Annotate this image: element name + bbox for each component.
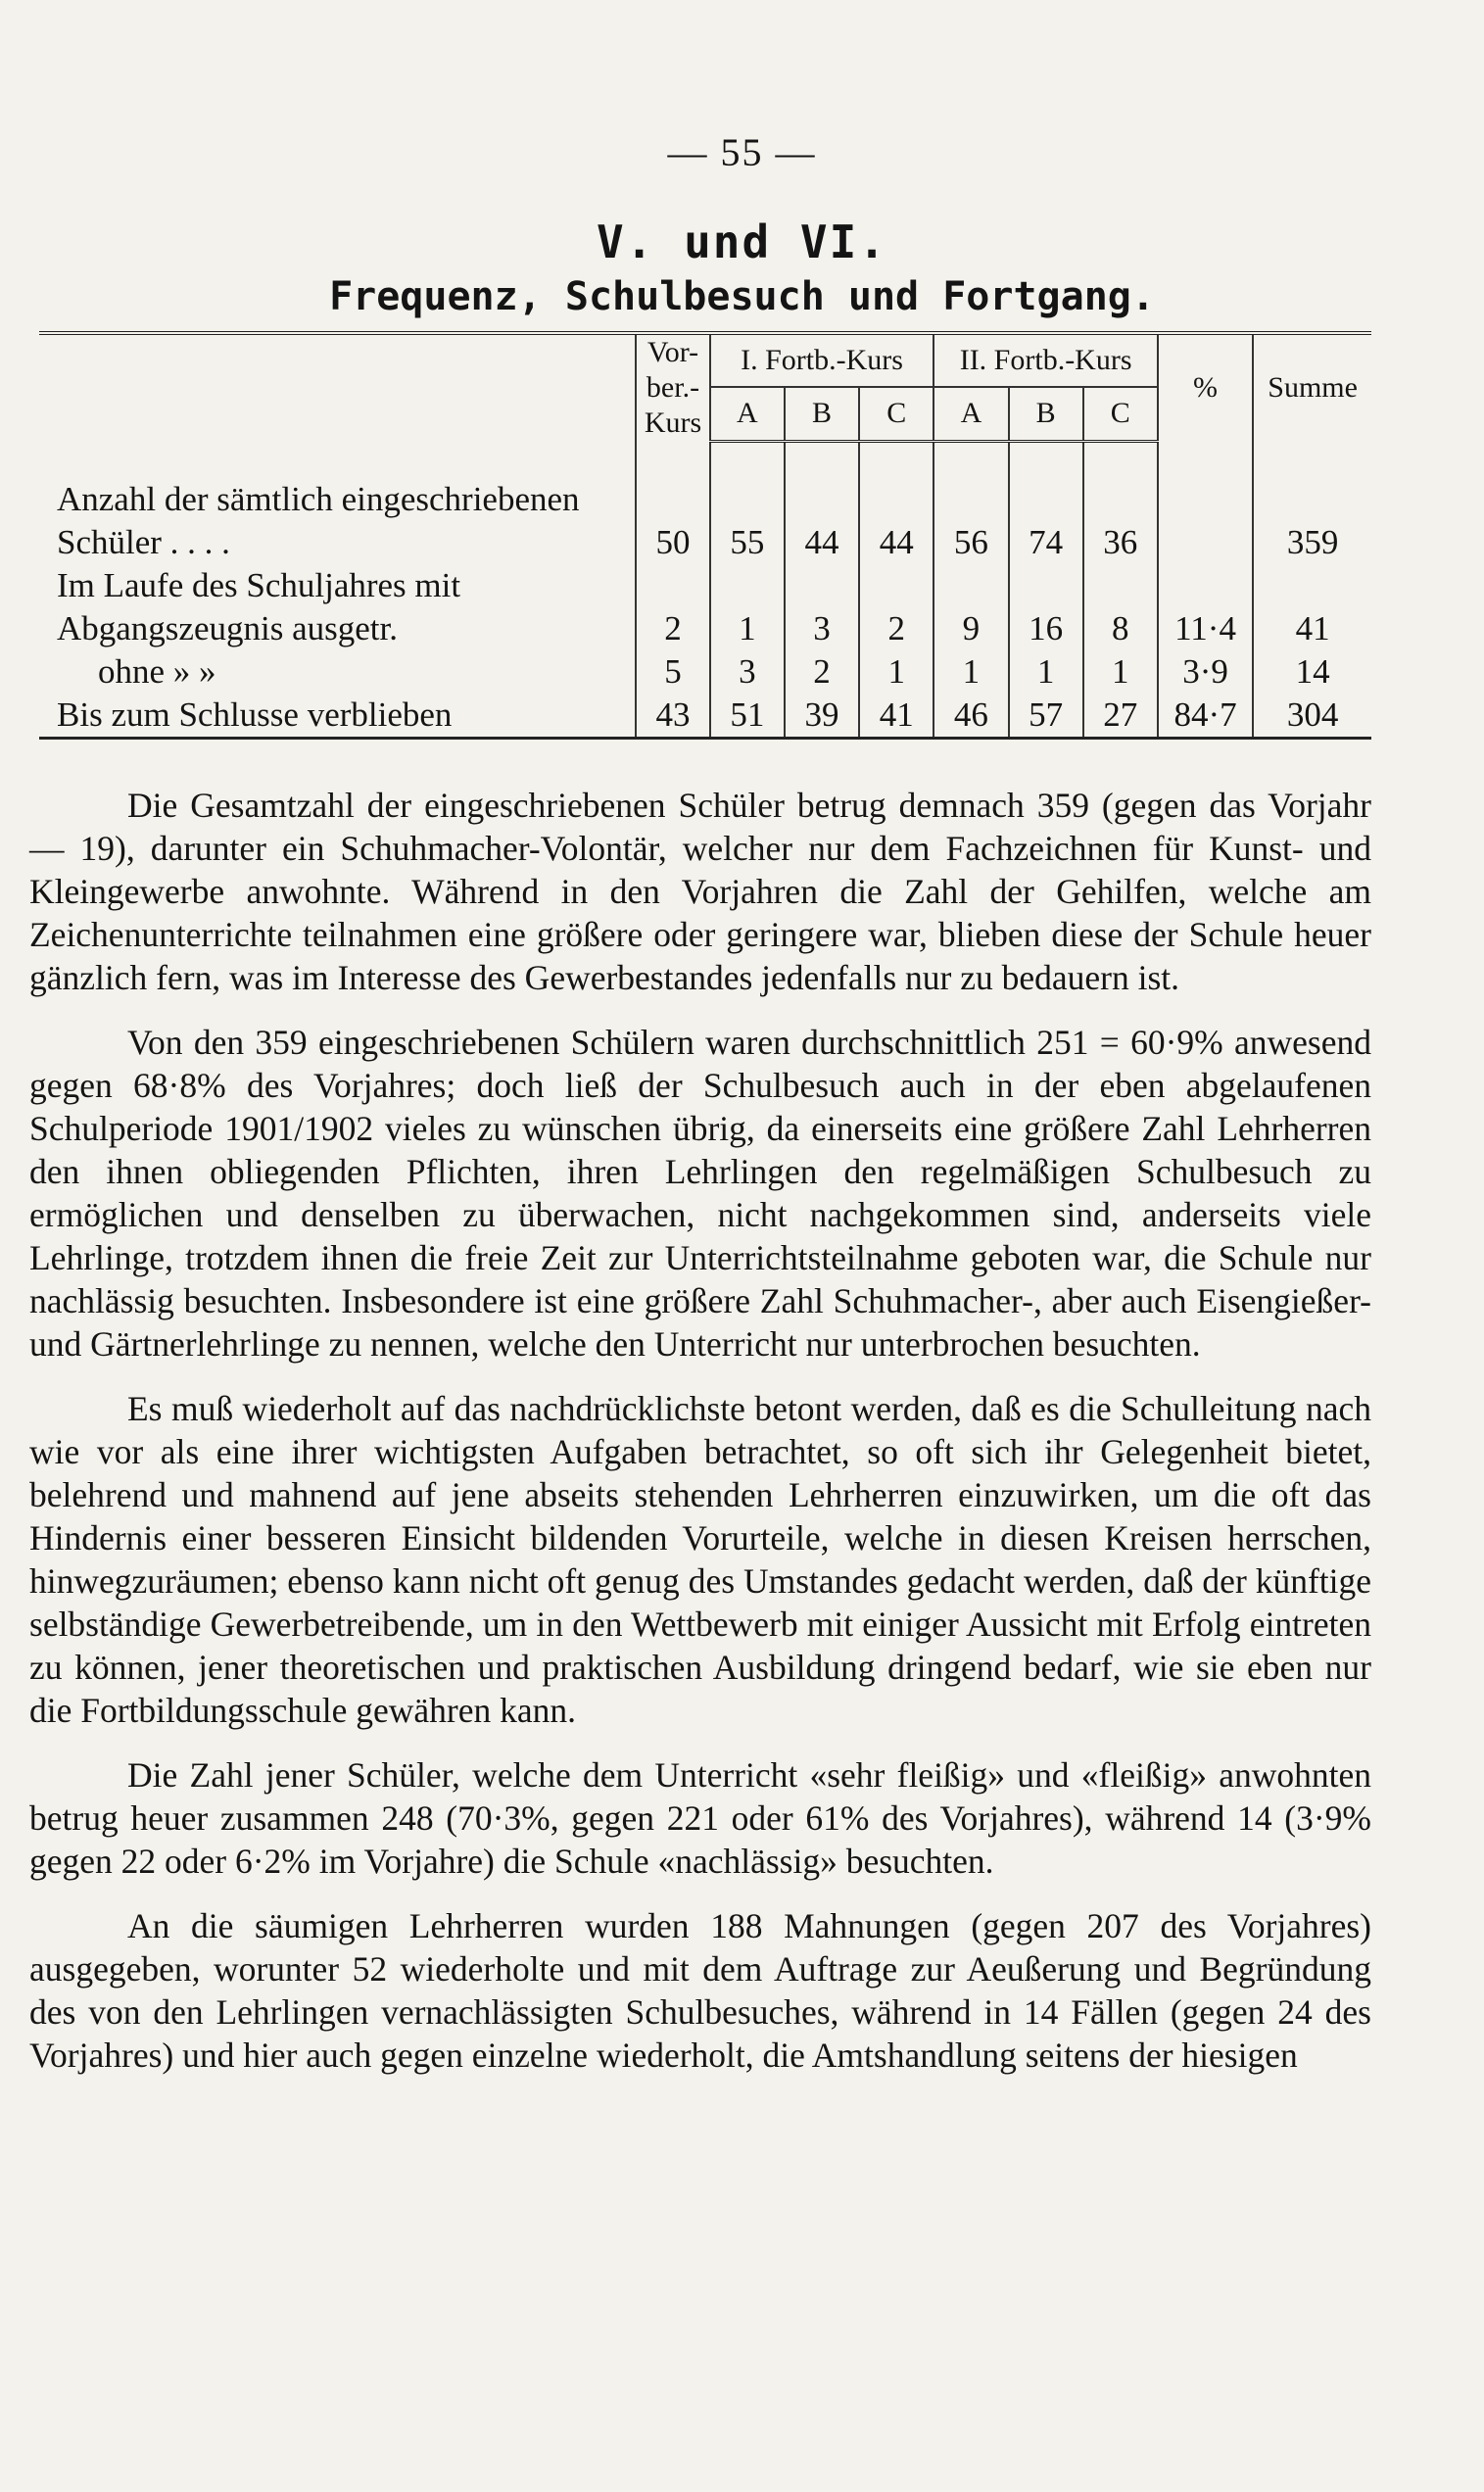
kurs2-b-header: B bbox=[1009, 387, 1083, 441]
table-cell: 2 bbox=[859, 564, 933, 650]
table-cell: 14 bbox=[1253, 650, 1371, 694]
table-cell: 2 bbox=[636, 564, 710, 650]
table-cell: 44 bbox=[785, 441, 859, 564]
table-cell: 74 bbox=[1009, 441, 1083, 564]
table-cell: 50 bbox=[636, 441, 710, 564]
table-cell: 8 bbox=[1083, 564, 1158, 650]
row-label: Im Laufe des Schuljahres mit Abgangszeugnis ausgetr. bbox=[57, 566, 461, 647]
kurs2-a-header: A bbox=[933, 387, 1008, 441]
kurs2-header: II. Fortb.-Kurs bbox=[933, 333, 1158, 387]
row-label: Bis zum Schlusse verblieben bbox=[57, 695, 453, 734]
table-cell: 2 bbox=[785, 650, 859, 694]
table-cell: 3 bbox=[785, 564, 859, 650]
table-cell: 36 bbox=[1083, 441, 1158, 564]
table-cell: 359 bbox=[1253, 441, 1371, 564]
table-header-row bbox=[39, 333, 1371, 387]
vorber-header: Vor-ber.-Kurs bbox=[636, 333, 710, 441]
kurs1-b-header: B bbox=[785, 387, 859, 441]
table-cell: 1 bbox=[1083, 650, 1158, 694]
table-cell: 5 bbox=[636, 650, 710, 694]
table-cell: 51 bbox=[710, 694, 785, 739]
table-cell: 1 bbox=[933, 650, 1008, 694]
table-cell: 3·9 bbox=[1158, 650, 1253, 694]
body-text bbox=[29, 784, 1371, 2098]
table-cell: 44 bbox=[859, 441, 933, 564]
row-label: ohne » » bbox=[98, 652, 216, 691]
table-row bbox=[39, 564, 1371, 650]
table-cell: 39 bbox=[785, 694, 859, 739]
paragraph: Die Gesamtzahl der eingeschriebenen Schüler betrug demnach 359 (gegen das Vorjahr — 19), darunter ein Schuhmacher-Volontär, welcher nur dem Fachzeichnen für Kunst- und Kleingewerbe anwohnte. Während in den Vorjahren die Zahl der Gehilfen, welche am Zeichenunterrichte teilnahmen eine größere oder geringere war, blieben diese der Schule heuer gänzlich fern, was im Interesse des Gewerbestandes jedenfalls nur zu bedauern ist. bbox=[29, 786, 1371, 997]
table-cell: 57 bbox=[1009, 694, 1083, 739]
table-cell: 304 bbox=[1253, 694, 1371, 739]
table-cell: 16 bbox=[1009, 564, 1083, 650]
row-label: Anzahl der sämtlich eingeschriebenen Schüler . . . . bbox=[57, 480, 580, 561]
paragraph: Von den 359 eingeschriebenen Schülern waren durchschnittlich 251 = 60·9% anwesend gegen 68·8% des Vorjahres; doch ließ der Schulbesuch auch in der eben abgelaufenen Schulperiode 1901/1902 vieles zu wünschen übrig, da einerseits eine größere Zahl Lehrherren den ihnen obliegenden Pflichten, ihren Lehrlingen den regelmäßigen Schulbesuch zu ermöglichen und denselben zu überwachen, nicht nachgekommen sind, anderseits viele Lehrlinge, trotzdem ihnen die freie Zeit zur Unterrichtsteilnahme geboten war, die Schule nur nachlässig besuchten. Insbesondere ist eine größere Zahl Schuhmacher-, aber auch Eisengießer- und Gärtnerlehrlinge zu nennen, welche den Unterricht nur unterbrochen besuchten. bbox=[29, 1023, 1371, 1364]
table-cell: 46 bbox=[933, 694, 1008, 739]
paragraph: An die säumigen Lehrherren wurden 188 Mahnungen (gegen 207 des Vorjahres) ausgegeben, worunter 52 wiederholte und mit dem Auftrage zur Aeußerung und Begründung des von den Lehrlingen vernachlässigten Schulbesuches, während in 14 Fällen (gegen 24 des Vorjahres) und hier auch gegen einzelne wiederholt, die Amtshandlung seitens der hiesigen bbox=[29, 1906, 1371, 2075]
paragraph: Die Zahl jener Schüler, welche dem Unterricht «sehr fleißig» und «fleißig» anwohnten betrug heuer zusammen 248 (70·3%, gegen 221 oder 61% des Vorjahres), während 14 (3·9% gegen 22 oder 6·2% im Vorjahre) die Schule «nachlässig» besuchten. bbox=[29, 1755, 1371, 1881]
kurs2-c-header: C bbox=[1083, 387, 1158, 441]
table-cell: 9 bbox=[933, 564, 1008, 650]
table-cell: 1 bbox=[859, 650, 933, 694]
table-cell: 56 bbox=[933, 441, 1008, 564]
percent-header: % bbox=[1158, 333, 1253, 441]
section-title: V. und VI. bbox=[597, 216, 887, 268]
kurs1-a-header: A bbox=[710, 387, 785, 441]
table-cell: 43 bbox=[636, 694, 710, 739]
table-cell: 1 bbox=[1009, 650, 1083, 694]
table-cell: 41 bbox=[1253, 564, 1371, 650]
paragraph: Es muß wiederholt auf das nachdrücklichste betont werden, daß es die Schulleitung nach wie vor als eine ihrer wichtigsten Aufgaben betrachtet, so oft sich ihr Gelegenheit bietet, belehrend und mahnend auf jene abseits stehenden Lehrherren einzuwirken, um die oft das Hindernis einer besseren Einsicht bildenden Vorurteile, welche in diesen Kreisen herrschen, hinwegzuräumen; ebenso kann nicht oft genug des Umstandes gedacht werden, daß der künftige selbständige Gewerbetreibende, um in den Wettbewerb mit einiger Aussicht mit Erfolg eintreten zu können, jener theoretischen und praktischen Ausbildung dringend bedarf, wie sie eben nur die Fortbildungsschule gewähren kann. bbox=[29, 1389, 1371, 1730]
kurs1-c-header: C bbox=[859, 387, 933, 441]
table-cell: 27 bbox=[1083, 694, 1158, 739]
page-number: — 55 — bbox=[667, 130, 817, 174]
table-cell: 41 bbox=[859, 694, 933, 739]
table-cell bbox=[1158, 441, 1253, 564]
section-subtitle: Frequenz, Schulbesuch und Fortgang. bbox=[329, 274, 1155, 319]
table-cell: 84·7 bbox=[1158, 694, 1253, 739]
frequency-table bbox=[39, 331, 1371, 740]
kurs1-header: I. Fortb.-Kurs bbox=[710, 333, 934, 387]
table-cell: 11·4 bbox=[1158, 564, 1253, 650]
table-row bbox=[39, 694, 1371, 739]
table-cell: 3 bbox=[710, 650, 785, 694]
table-cell: 1 bbox=[710, 564, 785, 650]
table-row bbox=[39, 650, 1371, 694]
table-row bbox=[39, 441, 1371, 564]
summe-header: Summe bbox=[1253, 333, 1371, 441]
label-column-header bbox=[39, 333, 636, 441]
table-cell: 55 bbox=[710, 441, 785, 564]
